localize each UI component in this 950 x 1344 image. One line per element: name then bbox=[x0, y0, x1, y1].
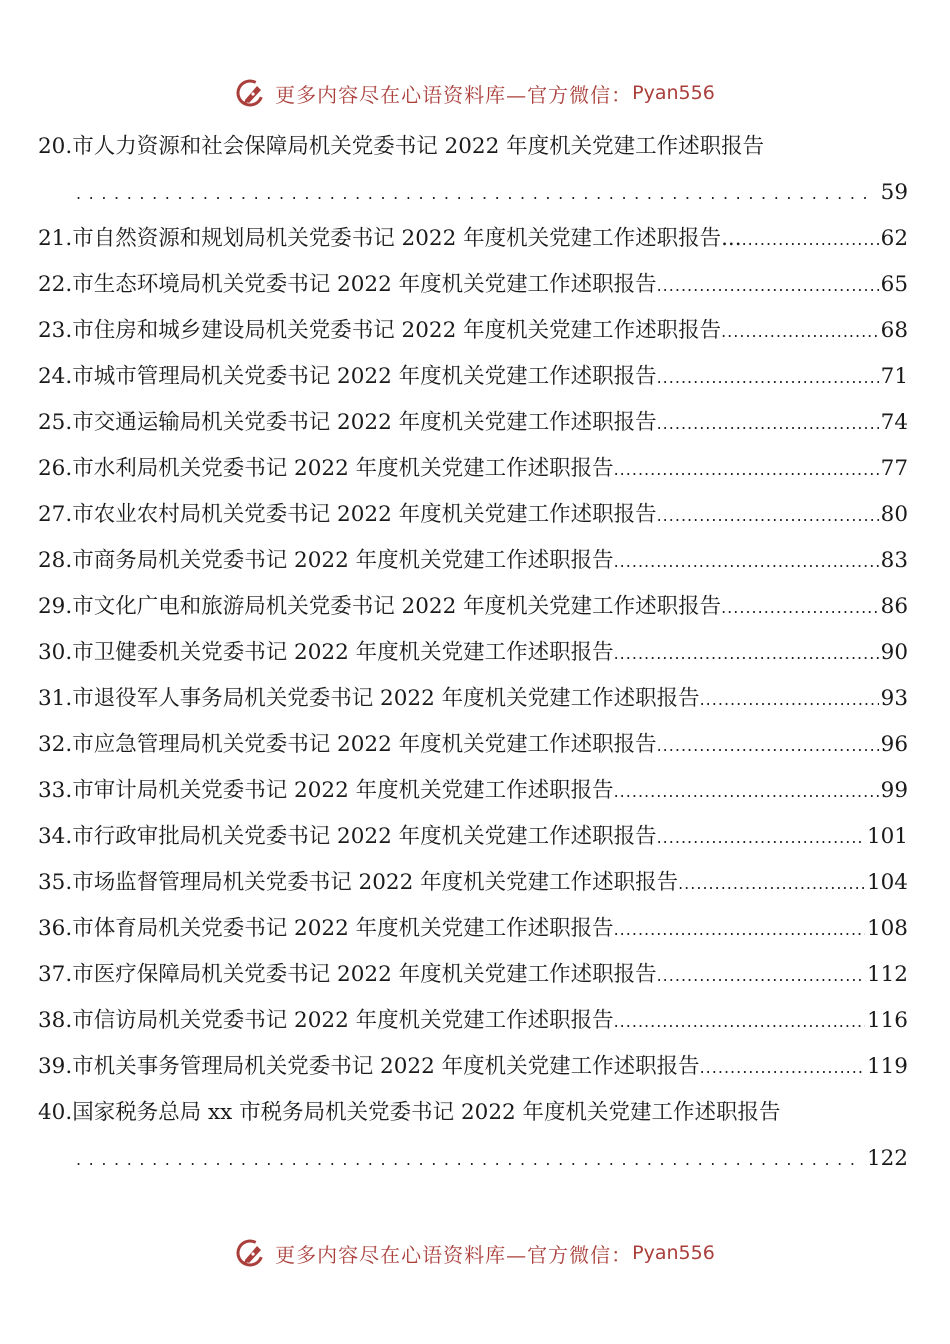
dot-leader bbox=[657, 493, 879, 539]
dot-leader bbox=[700, 677, 879, 723]
toc-entry-page: 112 bbox=[866, 962, 908, 987]
toc-entry-title: 市退役军人事务局机关党委书记 2022 年度机关党建工作述职报告 bbox=[72, 686, 700, 711]
toc-entry-title: 市机关事务管理局机关党委书记 2022 年度机关党建工作述职报告 bbox=[72, 1054, 700, 1079]
toc-entry[interactable] bbox=[38, 538, 908, 584]
toc-entry-title: 市水利局机关党委书记 2022 年度机关党建工作述职报告 bbox=[72, 456, 614, 481]
toc-entry-page: 104 bbox=[866, 870, 908, 895]
toc-entry[interactable] bbox=[38, 446, 908, 492]
dot-leader bbox=[657, 401, 879, 447]
toc-entry-page: 65 bbox=[880, 272, 908, 297]
toc-entry-title: 市审计局机关党委书记 2022 年度机关党建工作述职报告 bbox=[72, 778, 614, 803]
dot-leader bbox=[721, 585, 879, 631]
toc-entry-title: 市商务局机关党委书记 2022 年度机关党建工作述职报告 bbox=[72, 548, 614, 573]
toc-entry-number: 21. bbox=[38, 226, 73, 251]
toc-entry-number: 22. bbox=[38, 272, 73, 297]
banner-handle: Pyan556 bbox=[632, 82, 715, 104]
toc-entry[interactable] bbox=[38, 1044, 908, 1090]
toc-entry[interactable] bbox=[38, 906, 908, 952]
toc-entry[interactable] bbox=[38, 492, 908, 538]
dot-leader bbox=[700, 1045, 865, 1091]
toc-entry-number: 32. bbox=[38, 732, 73, 757]
toc-entry-number: 25. bbox=[38, 410, 73, 435]
dot-leader bbox=[657, 815, 865, 861]
toc-entry-page: 96 bbox=[880, 732, 908, 757]
toc-entry-page: 68 bbox=[880, 318, 908, 343]
toc-entry-number: 39. bbox=[38, 1054, 73, 1079]
toc-entry-number: 31. bbox=[38, 686, 73, 711]
banner-handle: Pyan556 bbox=[632, 1242, 715, 1264]
toc-entry-title: 市文化广电和旅游局机关党委书记 2022 年度机关党建工作述职报告 bbox=[72, 594, 722, 619]
toc-entry-title: 市应急管理局机关党委书记 2022 年度机关党建工作述职报告 bbox=[72, 732, 657, 757]
dot-leader bbox=[657, 723, 879, 769]
footer-banner bbox=[0, 1233, 950, 1273]
toc-entry-number: 33. bbox=[38, 778, 73, 803]
toc-entry-title: 市住房和城乡建设局机关党委书记 2022 年度机关党建工作述职报告 bbox=[72, 318, 722, 343]
toc-entry[interactable] bbox=[38, 216, 908, 262]
toc-entry-title: 市卫健委机关党委书记 2022 年度机关党建工作述职报告 bbox=[72, 640, 614, 665]
dot-leader bbox=[657, 953, 865, 999]
dot-leader bbox=[614, 999, 865, 1045]
toc-entry[interactable] bbox=[38, 584, 908, 630]
toc-entry-title: 市行政审批局机关党委书记 2022 年度机关党建工作述职报告 bbox=[72, 824, 657, 849]
toc-entry-number: 28. bbox=[38, 548, 73, 573]
dot-leader bbox=[614, 631, 879, 677]
toc-entry-number: 35. bbox=[38, 870, 73, 895]
toc-entry-page: 80 bbox=[880, 502, 908, 527]
banner-text: 更多内容尽在心语资料库—官方微信： bbox=[275, 82, 633, 107]
header-banner bbox=[0, 73, 950, 113]
toc-entry-page: 108 bbox=[866, 916, 908, 941]
toc-entry-number: 23. bbox=[38, 318, 73, 343]
toc-entry[interactable] bbox=[38, 308, 908, 354]
banner-text: 更多内容尽在心语资料库—官方微信： bbox=[275, 1242, 633, 1267]
toc-entry-page: 119 bbox=[866, 1054, 908, 1079]
toc-entry-number: 26. bbox=[38, 456, 73, 481]
toc-entry-title: 市场监督管理局机关党委书记 2022 年度机关党建工作述职报告 bbox=[72, 870, 679, 895]
toc-entry-page: 93 bbox=[880, 686, 908, 711]
pen-nib-logo-icon bbox=[235, 1236, 269, 1270]
toc-entry[interactable] bbox=[38, 630, 908, 676]
toc-entry[interactable] bbox=[38, 262, 908, 308]
toc-entry-number: 38. bbox=[38, 1008, 73, 1033]
toc-entry-page: 71 bbox=[880, 364, 908, 389]
toc-entry-title: 市医疗保障局机关党委书记 2022 年度机关党建工作述职报告 bbox=[72, 962, 657, 987]
toc-entry[interactable] bbox=[38, 952, 908, 998]
toc-entry-title: 市自然资源和规划局机关党委书记 2022 年度机关党建工作述职报告... bbox=[72, 226, 742, 251]
toc-entry-number: 20. bbox=[38, 134, 73, 159]
toc-entry-title: 市农业农村局机关党委书记 2022 年度机关党建工作述职报告 bbox=[72, 502, 657, 527]
toc-entry-page: 101 bbox=[866, 824, 908, 849]
toc-entry-page: 62 bbox=[880, 226, 908, 251]
dot-leader bbox=[614, 907, 865, 953]
toc-entry-title: 市城市管理局机关党委书记 2022 年度机关党建工作述职报告 bbox=[72, 364, 657, 389]
toc-entry-number: 36. bbox=[38, 916, 73, 941]
toc-entry-number: 40. bbox=[38, 1100, 73, 1125]
dot-leader bbox=[678, 861, 865, 907]
dot-leader bbox=[742, 217, 879, 263]
toc-entry-number: 29. bbox=[38, 594, 73, 619]
toc-entry[interactable] bbox=[38, 814, 908, 860]
toc-entry[interactable] bbox=[38, 1090, 908, 1182]
toc-entry-number: 34. bbox=[38, 824, 73, 849]
toc-entry[interactable] bbox=[38, 124, 908, 216]
toc-entry[interactable] bbox=[38, 400, 908, 446]
toc-entry-number: 37. bbox=[38, 962, 73, 987]
toc-entry[interactable] bbox=[38, 998, 908, 1044]
table-of-contents bbox=[38, 124, 908, 1182]
toc-entry-title: 市体育局机关党委书记 2022 年度机关党建工作述职报告 bbox=[72, 916, 614, 941]
dot-leader bbox=[721, 309, 879, 355]
toc-entry-page: 116 bbox=[866, 1008, 908, 1033]
toc-entry-title: 市生态环境局机关党委书记 2022 年度机关党建工作述职报告 bbox=[72, 272, 657, 297]
dot-leader bbox=[614, 539, 879, 585]
toc-entry-number: 27. bbox=[38, 502, 73, 527]
dot-leader bbox=[657, 355, 879, 401]
toc-entry[interactable] bbox=[38, 722, 908, 768]
toc-entry-number: 24. bbox=[38, 364, 73, 389]
toc-entry-title: 市信访局机关党委书记 2022 年度机关党建工作述职报告 bbox=[72, 1008, 614, 1033]
toc-entry[interactable] bbox=[38, 768, 908, 814]
dot-leader bbox=[614, 769, 879, 815]
toc-entry-page: 59 bbox=[880, 180, 908, 205]
toc-entry-number: 30. bbox=[38, 640, 73, 665]
dot-leader bbox=[38, 1137, 857, 1183]
toc-entry-page: 122 bbox=[866, 1146, 908, 1171]
toc-entry[interactable] bbox=[38, 676, 908, 722]
toc-entry-title: 国家税务总局 xx 市税务局机关党委书记 2022 年度机关党建工作述职报告 bbox=[72, 1100, 781, 1125]
dot-leader bbox=[657, 263, 879, 309]
dot-leader bbox=[38, 171, 871, 217]
toc-entry-title: 市人力资源和社会保障局机关党委书记 2022 年度机关党建工作述职报告 bbox=[72, 134, 765, 159]
toc-entry-page: 86 bbox=[880, 594, 908, 619]
toc-entry[interactable] bbox=[38, 354, 908, 400]
pen-nib-logo-icon bbox=[235, 76, 269, 110]
toc-entry-page: 83 bbox=[880, 548, 908, 573]
toc-entry-page: 99 bbox=[880, 778, 908, 803]
toc-entry-title: 市交通运输局机关党委书记 2022 年度机关党建工作述职报告 bbox=[72, 410, 657, 435]
dot-leader bbox=[614, 447, 879, 493]
toc-entry[interactable] bbox=[38, 860, 908, 906]
toc-entry-page: 90 bbox=[880, 640, 908, 665]
toc-entry-page: 77 bbox=[880, 456, 908, 481]
toc-entry-page: 74 bbox=[880, 410, 908, 435]
